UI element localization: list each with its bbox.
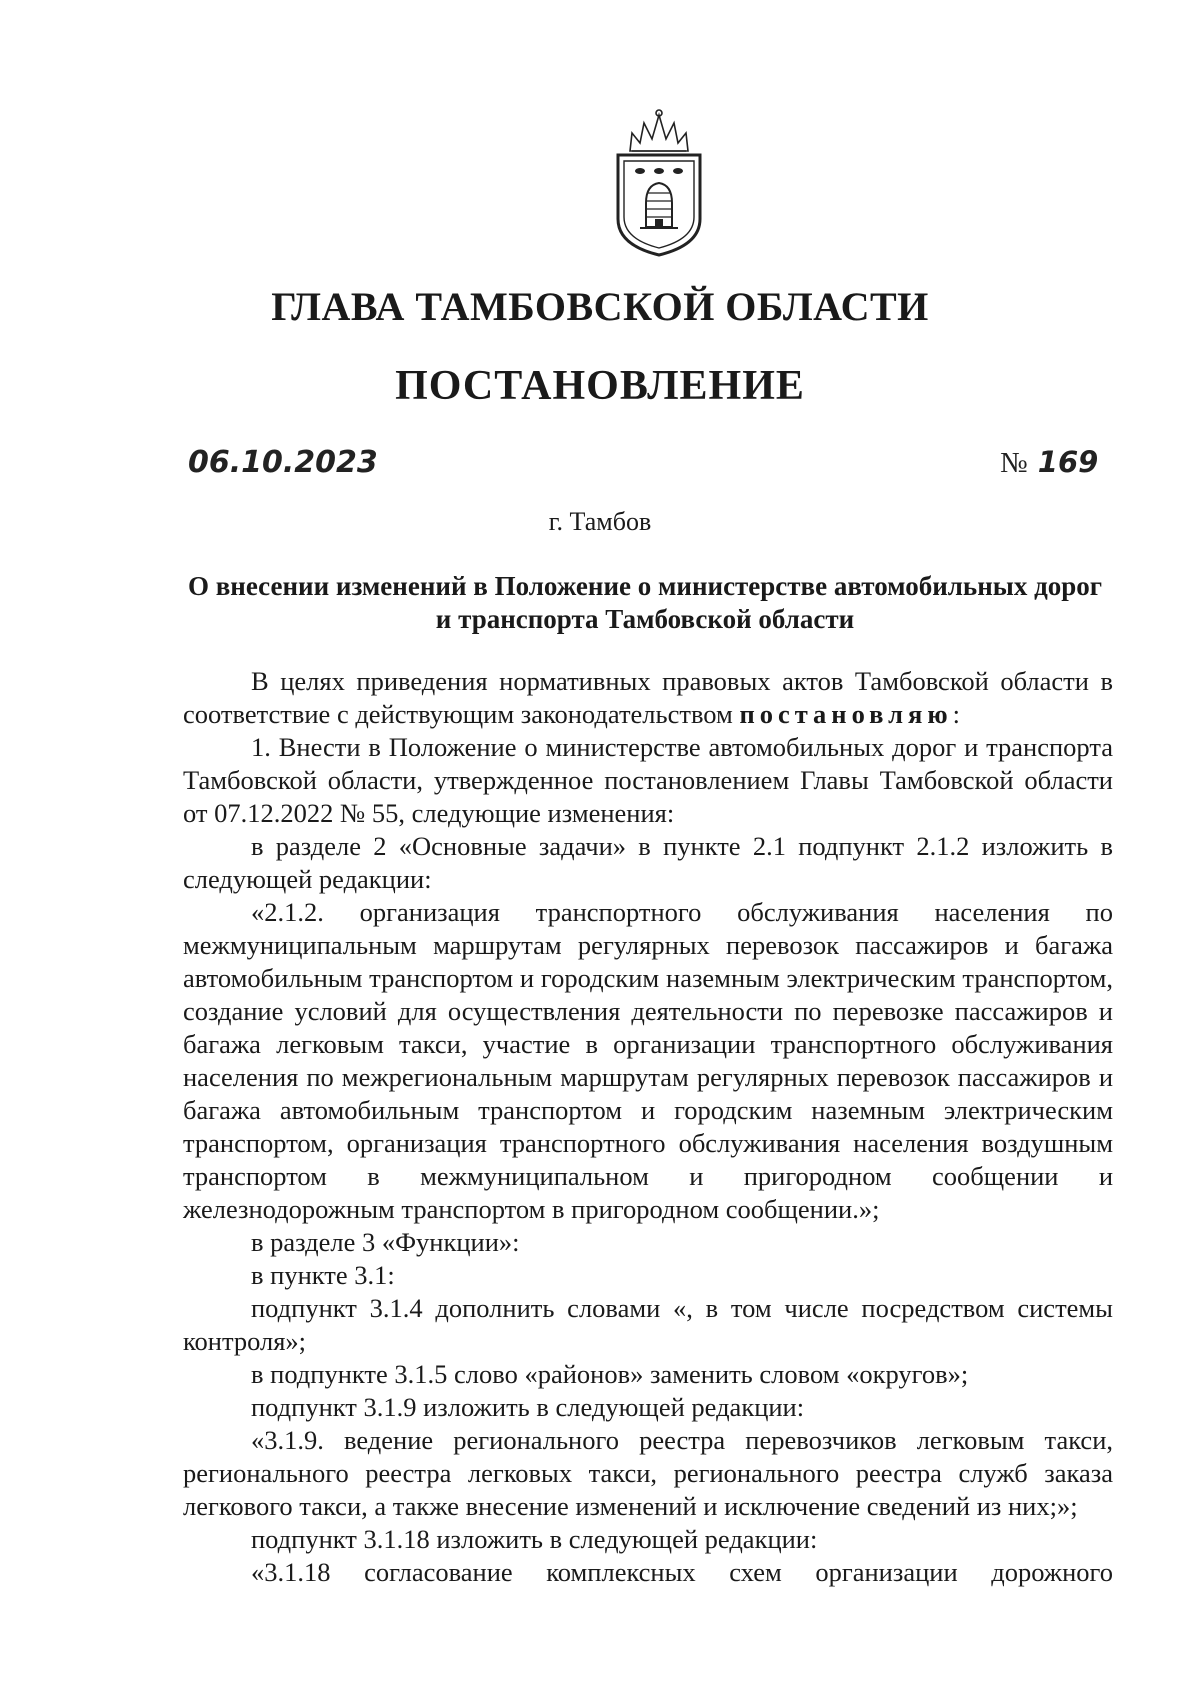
subitem-3-1-9-text: «3.1.9. ведение регионального реестра перевозчиков легковым такси, регионального реестра легковых такси, регионального реестра служб заказа легкового такси, а также внесение изменений и исключение сведений из них;»; [183, 1425, 1113, 1521]
subitem-3-1-18-paragraph: подпункт 3.1.18 изложить в следующей редакции: [251, 1524, 818, 1554]
document-date: 06.10.2023 [188, 445, 378, 480]
document-number [1000, 445, 1098, 480]
number-sign: № [1000, 447, 1028, 479]
document-body [183, 665, 1113, 1589]
number-value: 169 [1037, 445, 1099, 479]
document-type: ПОСТАНОВЛЕНИЕ [395, 363, 805, 409]
preamble-colon: : [952, 699, 960, 729]
resolve-word: постановляю [739, 699, 953, 729]
subitem-3-1-9-paragraph: подпункт 3.1.9 изложить в следующей редакции: [251, 1392, 805, 1422]
title-line-1: О внесении изменений в Положение о министерстве автомобильных дорог [187, 571, 1103, 601]
issuing-authority: ГЛАВА ТАМБОВСКОЙ ОБЛАСТИ [271, 284, 929, 329]
subitem-3-1-18-text: «3.1.18 согласование комплексных схем организации дорожного [251, 1557, 1113, 1587]
section-3-paragraph: в разделе 3 «Функции»: [251, 1227, 520, 1257]
item-1-paragraph: 1. Внести в Положение о министерстве автомобильных дорог и транспорта Тамбовской области, утвержденное постановлением Главы Тамбовской области от 07.12.2022 № 55, следующие изменения: [183, 732, 1113, 828]
subitem-3-1-5-paragraph: в подпункте 3.1.5 слово «районов» заменить словом «округов»; [251, 1359, 969, 1389]
subitem-3-1-4-paragraph: подпункт 3.1.4 дополнить словами «, в том числе посредством системы контроля»; [183, 1293, 1113, 1356]
preamble-text: В целях приведения нормативных правовых актов Тамбовской области в соответствие с действующим законодательством [183, 666, 1113, 729]
subitem-2-1-2-text: «2.1.2. организация транспортного обслуживания населения по межмуниципальным маршрутам регулярных перевозок пассажиров и багажа автомобильным транспортом и городским наземным электрическим транспортом, создание условий для осуществления деятельности по перевозке пассажиров и багажа легковым такси, участие в организации транспортного обслуживания населения по межрегиональным маршрутам регулярных перевозок пассажиров и багажа автомобильным транспортом и городским наземным электрическим транспортом, организация транспортного обслуживания населения воздушным транспортом в межмуниципальном и пригородном сообщении и железнодорожным транспортом в пригородном сообщении.»; [183, 897, 1113, 1224]
point-3-1-paragraph: в пункте 3.1: [251, 1260, 395, 1290]
preamble-paragraph [183, 665, 1113, 731]
document-title [185, 570, 1105, 636]
tambov-coat-of-arms-icon [610, 107, 708, 259]
section-2-paragraph: в разделе 2 «Основные задачи» в пункте 2.1 подпункт 2.1.2 изложить в следующей редакции: [183, 831, 1113, 894]
title-line-2: и транспорта Тамбовской области [435, 604, 855, 634]
document-place: г. Тамбов [548, 507, 652, 536]
